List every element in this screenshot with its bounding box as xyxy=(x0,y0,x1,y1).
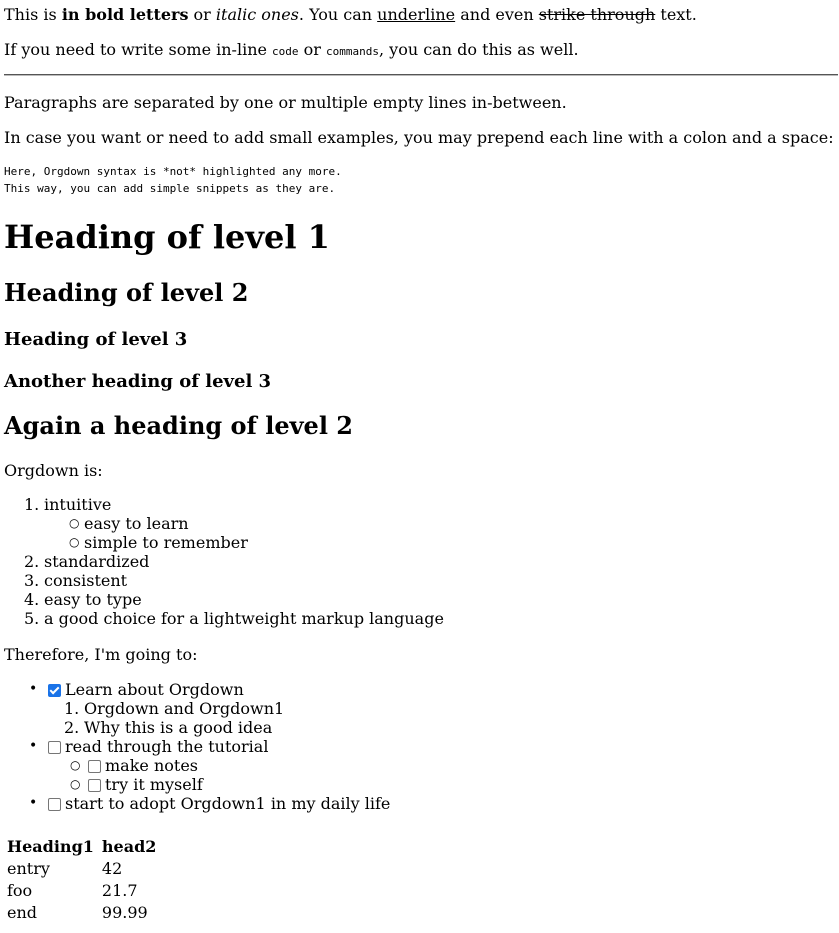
table-row xyxy=(3,858,160,880)
table-row xyxy=(3,902,160,924)
task-label: read through the tutorial xyxy=(65,737,269,756)
task-checkbox[interactable] xyxy=(88,760,101,773)
task-checkbox[interactable] xyxy=(48,798,61,811)
text-segment: If you need to write some in-line xyxy=(4,40,273,59)
task-sub-label: Orgdown and Orgdown1 xyxy=(84,699,285,718)
circle-bullet-icon: ○ xyxy=(69,535,80,549)
list-item-text: a good choice for a lightweight markup language xyxy=(44,609,444,628)
sub-list-item-text: easy to learn xyxy=(84,514,189,533)
horizontal-rule xyxy=(4,74,838,76)
table-cell: 42 xyxy=(101,859,123,878)
list-item-text: easy to type xyxy=(44,590,142,609)
circle-bullet-icon: ○ xyxy=(69,516,80,530)
inline-code: code xyxy=(272,45,299,58)
example-block xyxy=(4,163,342,197)
circle-bullet-icon: ○ xyxy=(70,758,81,772)
data-table xyxy=(3,836,160,924)
list-number: 2. xyxy=(24,552,40,571)
list-number: 3. xyxy=(24,571,40,590)
list-number: 2. xyxy=(64,718,80,737)
heading-level-2: Heading of level 2 xyxy=(4,278,249,307)
inline-command: commands xyxy=(326,45,379,58)
task-label: start to adopt Orgdown1 in my daily life xyxy=(65,794,391,813)
table-cell: 99.99 xyxy=(101,903,148,922)
bold-text: in bold letters xyxy=(61,5,189,24)
paragraph-separation: Paragraphs are separated by one or multiple empty lines in-between. xyxy=(4,93,567,112)
paragraph-formatting xyxy=(4,5,697,24)
paragraph-going-to: Therefore, I'm going to: xyxy=(4,645,198,664)
paragraph-orgdown-is: Orgdown is: xyxy=(4,461,103,480)
list-number: 1. xyxy=(24,495,40,514)
task-checkbox-checked[interactable] xyxy=(48,684,61,697)
task-checkbox[interactable] xyxy=(88,779,101,792)
table-cell: 21.7 xyxy=(101,881,138,900)
text-segment: or xyxy=(298,40,326,59)
list-number: 4. xyxy=(24,590,40,609)
task-sub-label: Why this is a good idea xyxy=(84,718,273,737)
list-item-text: intuitive xyxy=(44,495,112,514)
underlined-text: underline xyxy=(377,5,456,24)
heading-level-2-again: Again a heading of level 2 xyxy=(4,411,353,440)
table-header-row xyxy=(3,836,160,858)
text-segment: or xyxy=(188,5,216,24)
column-header: head2 xyxy=(101,837,157,856)
paragraph-inline-code xyxy=(4,40,579,61)
table-cell: end xyxy=(7,903,38,922)
italic-text: italic ones xyxy=(215,5,299,24)
task-sub-label: make notes xyxy=(105,756,199,775)
table-row xyxy=(3,880,160,902)
list-item-text: consistent xyxy=(44,571,128,590)
text-segment: This is xyxy=(4,5,62,24)
bullet-icon: • xyxy=(29,795,38,811)
text-segment: and even xyxy=(455,5,539,24)
text-segment: . You can xyxy=(298,5,378,24)
list-number: 1. xyxy=(64,699,80,718)
bullet-icon: • xyxy=(29,738,38,754)
strikethrough-text: strike through xyxy=(538,5,656,24)
task-sub-label: try it myself xyxy=(105,775,203,794)
list-number: 5. xyxy=(24,609,40,628)
circle-bullet-icon: ○ xyxy=(70,777,81,791)
text-segment: , you can do this as well. xyxy=(378,40,579,59)
table-cell: foo xyxy=(7,881,33,900)
task-label: Learn about Orgdown xyxy=(65,680,244,699)
example-line: Here, Orgdown syntax is *not* highlighted any more. xyxy=(4,165,342,178)
heading-level-3: Heading of level 3 xyxy=(4,329,188,350)
list-item-text: standardized xyxy=(44,552,150,571)
paragraph-examples: In case you want or need to add small examples, you may prepend each line with a colon and a space: xyxy=(4,128,834,147)
bullet-icon: • xyxy=(29,681,38,697)
heading-level-1: Heading of level 1 xyxy=(4,218,330,256)
sub-list-item-text: simple to remember xyxy=(84,533,248,552)
table-cell: entry xyxy=(7,859,50,878)
heading-level-3-another: Another heading of level 3 xyxy=(4,371,272,392)
task-checkbox[interactable] xyxy=(48,741,61,754)
column-header: Heading1 xyxy=(7,837,94,856)
example-line: This way, you can add simple snippets as they are. xyxy=(4,182,336,195)
text-segment: text. xyxy=(655,5,697,24)
